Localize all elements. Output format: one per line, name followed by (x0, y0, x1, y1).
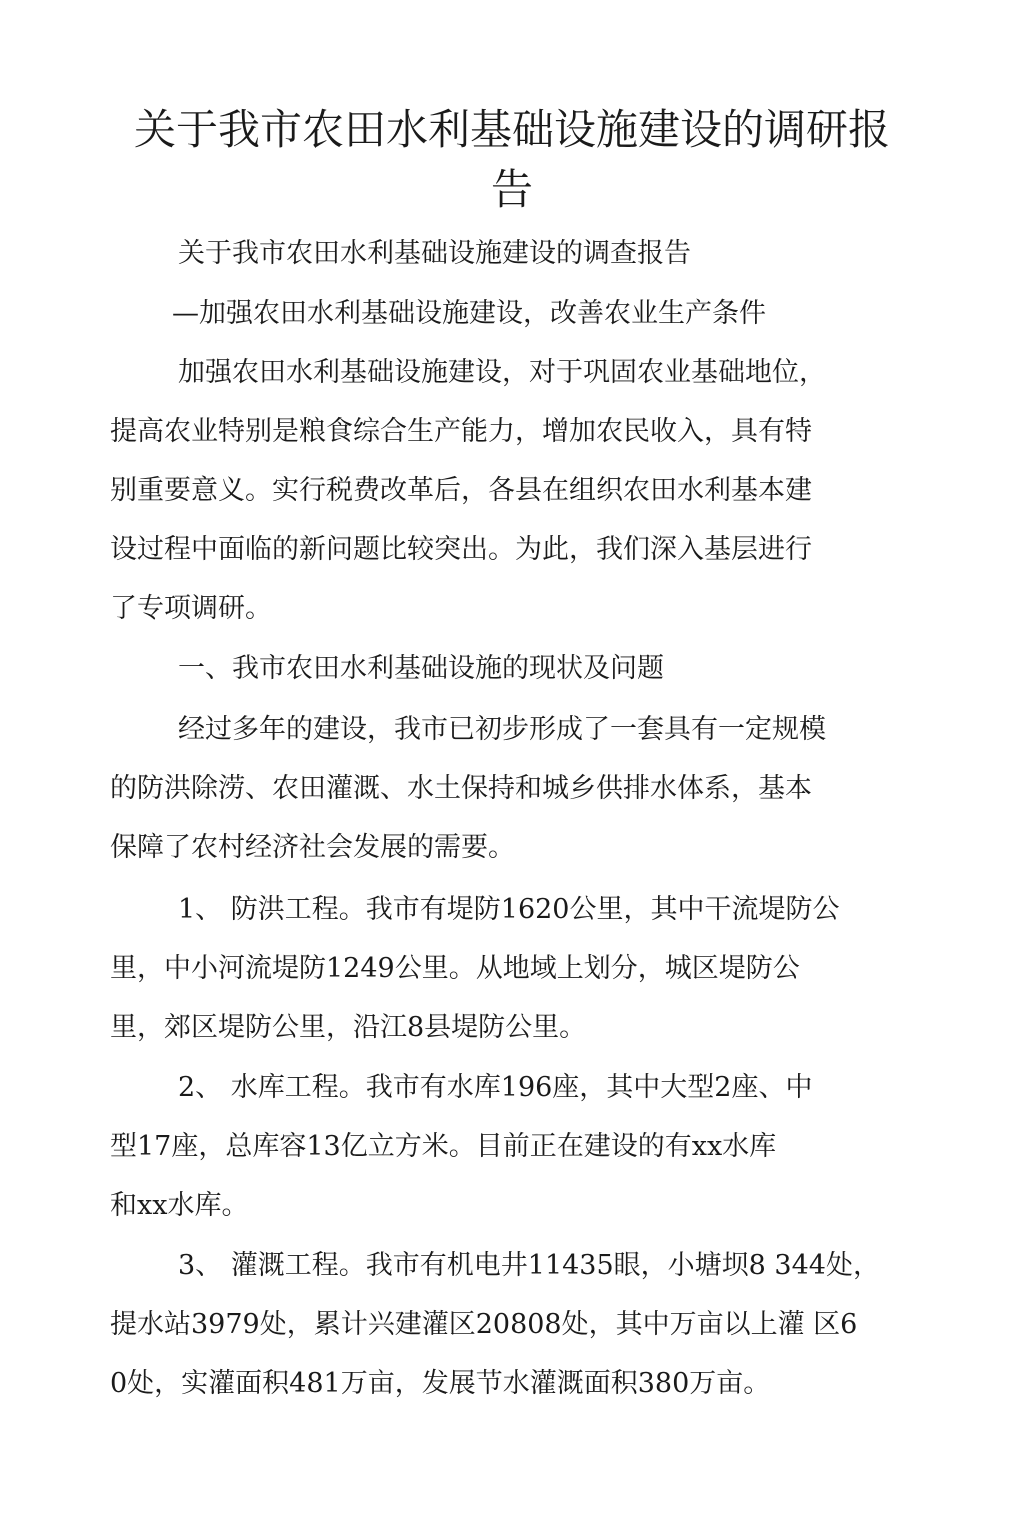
item-3-line: 0处，实灌面积481万亩，发展节水灌溉面积380万亩。 (110, 1368, 771, 1399)
document-title (110, 100, 914, 220)
section-paragraph-line: 经过多年的建设，我市已初步形成了一套具有一定规模 (178, 714, 826, 745)
item-2-line: 型17座，总库容13亿立方米。目前正在建设的有xx水库 (110, 1131, 777, 1162)
intro-line: 加强农田水利基础设施建设，对于巩固农业基础地位， (178, 357, 826, 388)
intro-line: 了专项调研。 (110, 593, 272, 624)
item-2-line: 2、 水库工程。我市有水库196座，其中大型2座、中 (178, 1072, 813, 1103)
intro-line: 别重要意义。实行税费改革后，各县在组织农田水利基本建 (110, 475, 812, 506)
section-paragraph-line: 保障了农村经济社会发展的需要。 (110, 832, 515, 863)
title-line-2: 告 (490, 165, 533, 214)
tagline: —加强农田水利基础设施建设，改善农业生产条件 (172, 298, 766, 329)
item-3-line: 提水站3979处，累计兴建灌区20808处，其中万亩以上灌 区6 (110, 1309, 858, 1340)
intro-line: 提高农业特别是粮食综合生产能力，增加农民收入，具有特 (110, 416, 812, 447)
intro-line: 设过程中面临的新问题比较突出。为此，我们深入基层进行 (110, 534, 812, 565)
item-1-line: 里，中小河流堤防1249公里。从地域上划分，城区堤防公 (110, 953, 800, 984)
title-line-1: 关于我市农田水利基础设施建设的调研报 (133, 105, 890, 154)
item-1-line: 1、 防洪工程。我市有堤防1620公里，其中干流堤防公 (178, 894, 840, 925)
subtitle: 关于我市农田水利基础设施建设的调查报告 (178, 238, 691, 269)
item-1-line: 里，郊区堤防公里，沿江8县堤防公里。 (110, 1012, 587, 1043)
item-2-line: 和xx水库。 (110, 1190, 249, 1221)
section-paragraph-line: 的防洪除涝、农田灌溉、水土保持和城乡供排水体系，基本 (110, 773, 812, 804)
section-heading: 一、我市农田水利基础设施的现状及问题 (178, 653, 664, 684)
item-3-line: 3、 灌溉工程。我市有机电井11435眼，小塘坝8 344处， (178, 1250, 880, 1281)
